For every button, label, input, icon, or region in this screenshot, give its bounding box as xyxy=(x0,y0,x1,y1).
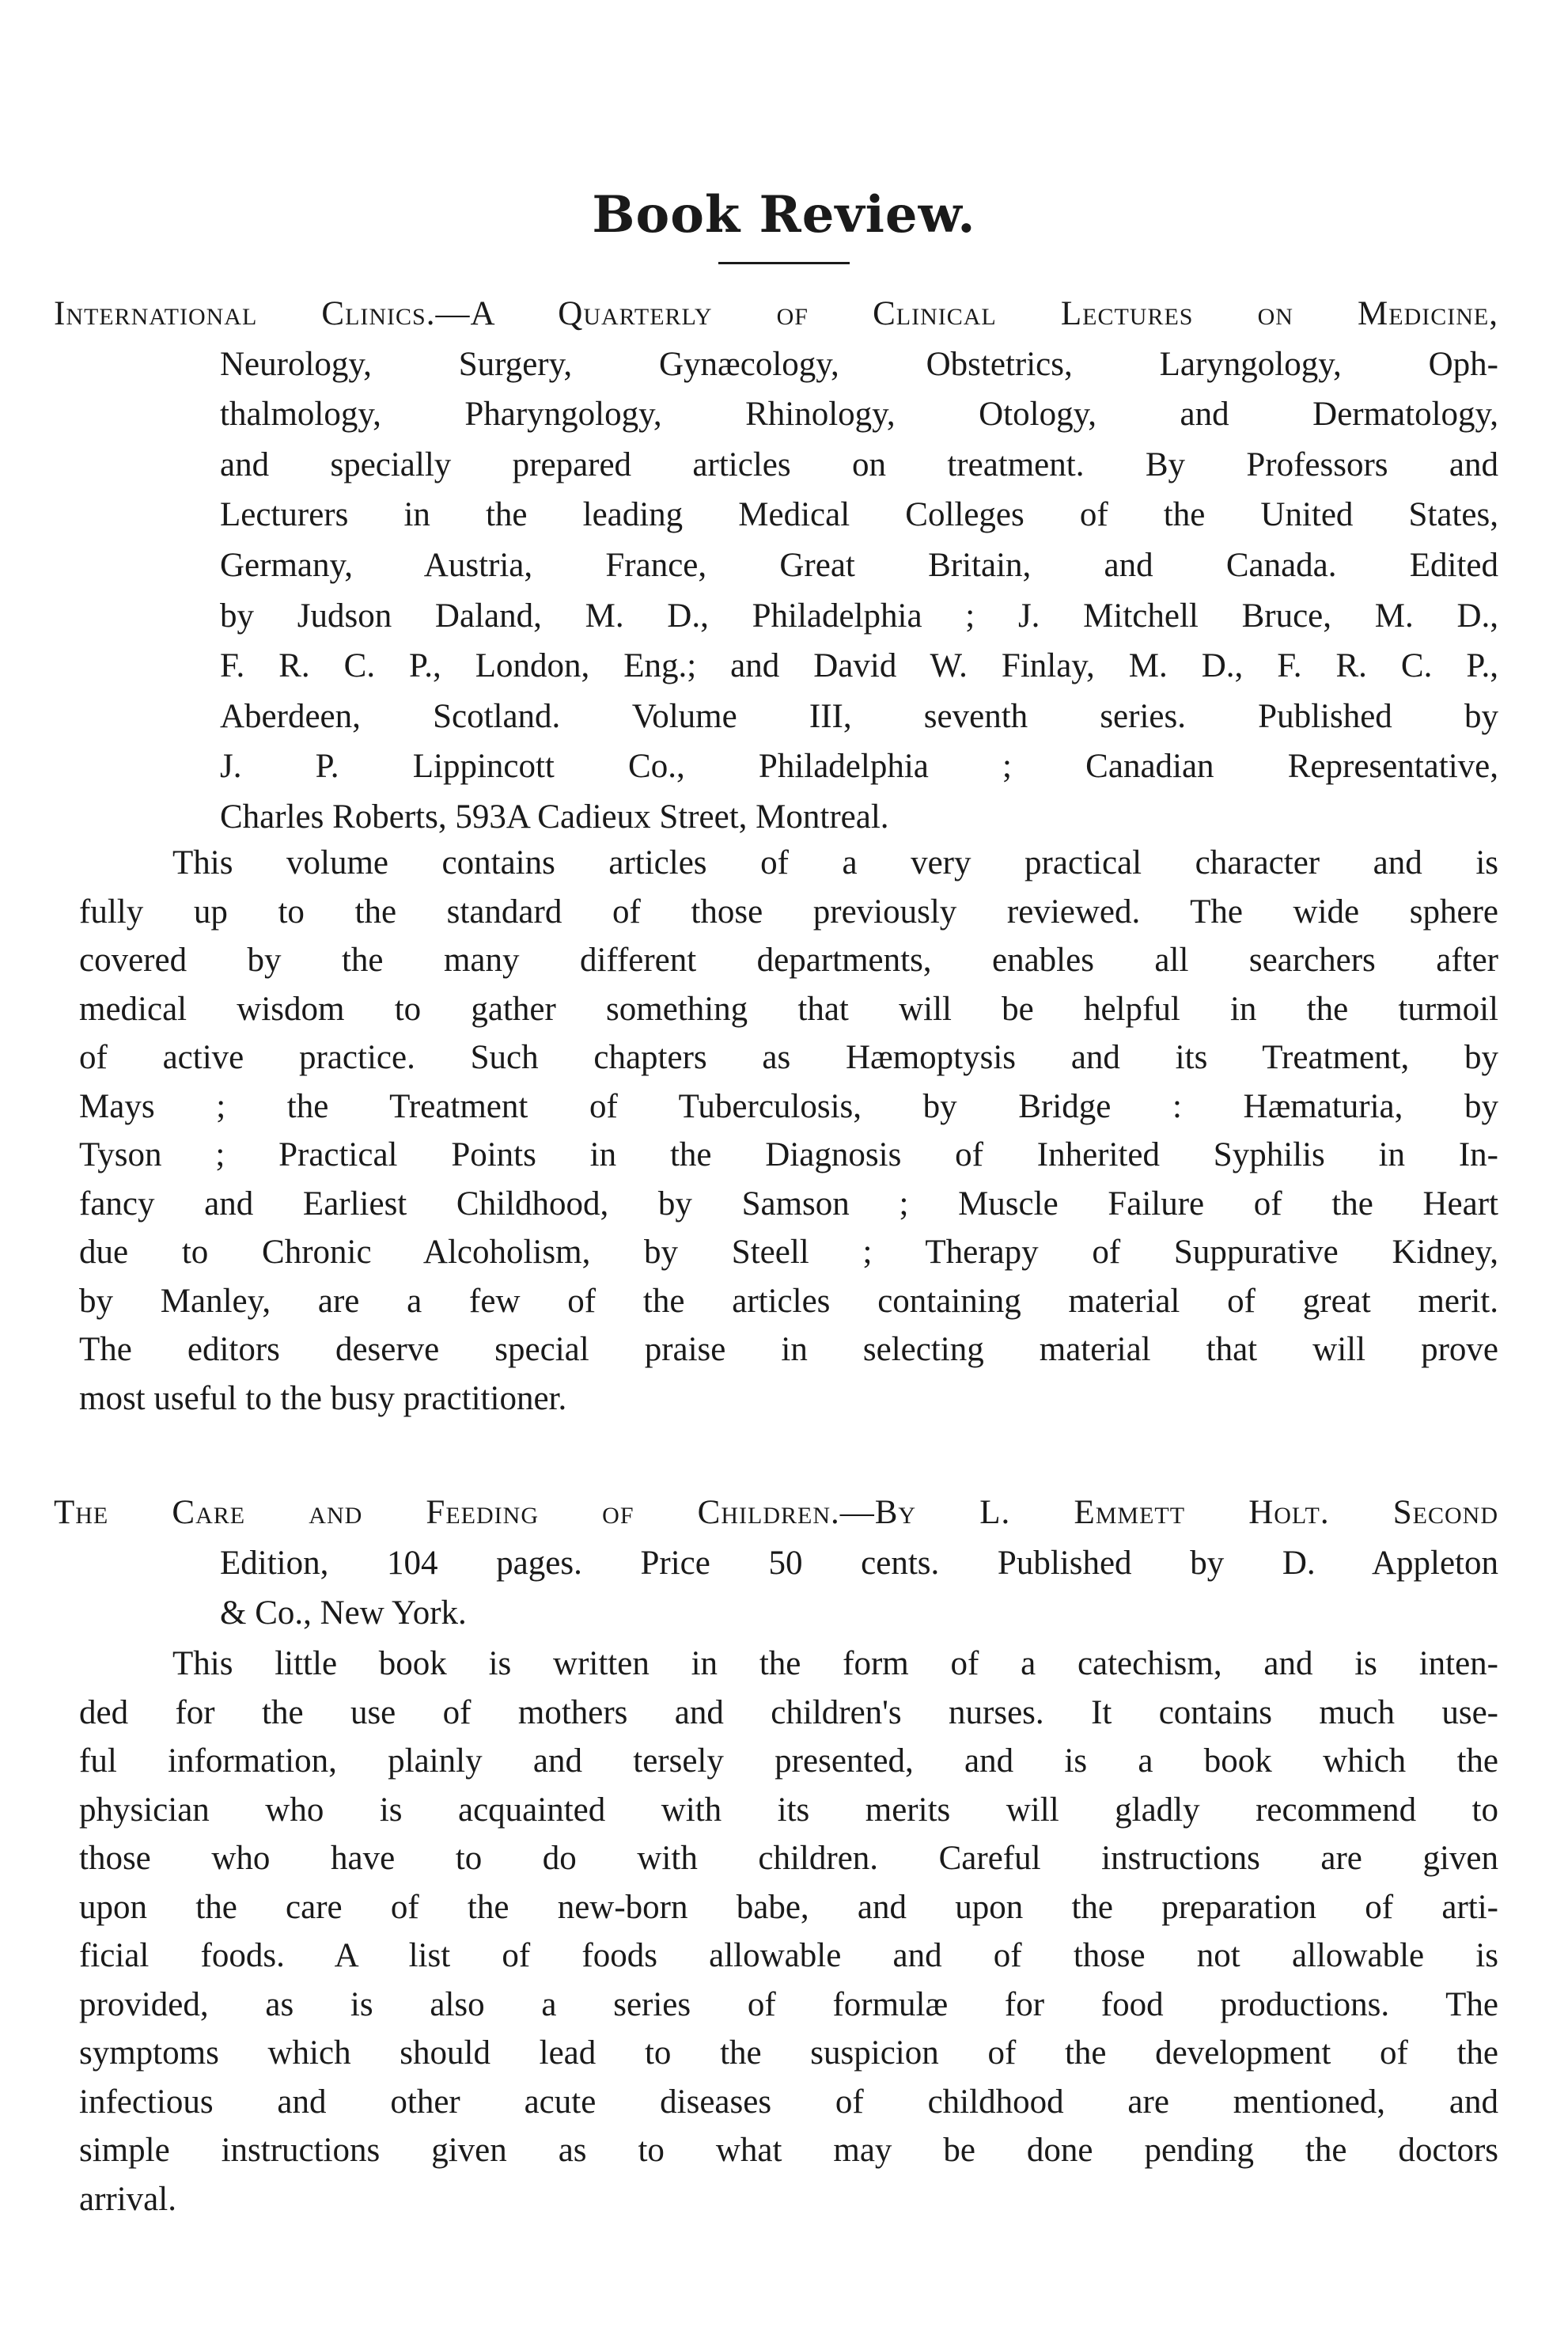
citation-line: & Co., New York. xyxy=(220,1594,467,1632)
citation-line: J. P. Lippincott Co., Philadelphia ; Canadian Representative, xyxy=(220,748,1498,786)
review-line: due to Chronic Alcoholism, by Steell ; Therapy of Suppurative Kidney, xyxy=(79,1234,1498,1271)
citation-line: by Judson Daland, M. D., Philadelphia ; J. Mitchell Bruce, M. D., xyxy=(220,597,1498,635)
review-line: covered by the many different departments, enables all searchers after xyxy=(79,942,1498,979)
citation-line: Charles Roberts, 593A Cadieux Street, Montreal. xyxy=(220,798,889,836)
review-text-2 xyxy=(79,1640,1498,2223)
review-line: of active practice. Such chapters as Hæmoptysis and its Treatment, by xyxy=(79,1039,1498,1076)
review-text-1 xyxy=(79,839,1498,1423)
review-line: most useful to the busy practitioner. xyxy=(79,1379,567,1417)
title-rule xyxy=(718,262,850,264)
review-line: fully up to the standard of those previously reviewed. The wide sphere xyxy=(79,893,1498,931)
review-line: those who have to do with children. Careful instructions are given xyxy=(79,1840,1498,1877)
review-line: This volume contains articles of a very practical character and is xyxy=(172,844,1498,881)
citation-line: and specially prepared articles on treatment. By Professors and xyxy=(220,445,1498,483)
review-line: This little book is written in the form of a catechism, and is inten- xyxy=(172,1645,1498,1682)
review-line: symptoms which should lead to the suspicion of the development of the xyxy=(79,2034,1498,2072)
citation-line: Edition, 104 pages. Price 50 cents. Published by D. Appleton xyxy=(220,1544,1498,1582)
review-line: Mays ; the Treatment of Tuberculosis, by Bridge : Hæmaturia, by xyxy=(79,1087,1498,1125)
review-line: ded for the use of mothers and children's nurses. It contains much use- xyxy=(79,1693,1498,1731)
review-line: fancy and Earliest Childhood, by Samson ; Muscle Failure of the Heart xyxy=(79,1185,1498,1223)
review-line: provided, as is also a series of formulæ for food productions. The xyxy=(79,1985,1498,2023)
citation-line: Germany, Austria, France, Great Britain, and Canada. Edited xyxy=(220,546,1498,584)
citation-line: International Clinics.—A Quarterly of Clinical Lectures on Medicine, xyxy=(54,295,1498,332)
review-line: ficial foods. A list of foods allowable and of those not allowable is xyxy=(79,1937,1498,1974)
citation-line: Lecturers in the leading Medical Colleges of the United States, xyxy=(220,496,1498,534)
review-line: medical wisdom to gather something that will be helpful in the turmoil xyxy=(79,990,1498,1028)
citation-line: F. R. C. P., London, Eng.; and David W. Finlay, M. D., F. R. C. P., xyxy=(220,647,1498,685)
review-line: ful information, plainly and tersely presented, and is a book which the xyxy=(79,1742,1498,1780)
citation-line: thalmology, Pharyngology, Rhinology, Otology, and Dermatology, xyxy=(220,396,1498,434)
review-line: by Manley, are a few of the articles containing material of great merit. xyxy=(79,1282,1498,1320)
book-citation-1 xyxy=(54,289,1498,843)
review-line: physician who is acquainted with its merits will gladly recommend to xyxy=(79,1791,1498,1829)
citation-line: The Care and Feeding of Children.—By L. Emmett Holt. Second xyxy=(54,1494,1498,1531)
citation-line: Neurology, Surgery, Gynæcology, Obstetrics, Laryngology, Oph- xyxy=(220,345,1498,383)
review-line: simple instructions given as to what may be done pending the doctors xyxy=(79,2132,1498,2169)
review-line: upon the care of the new-born babe, and upon the preparation of arti- xyxy=(79,1888,1498,1926)
review-line: Tyson ; Practical Points in the Diagnosis of Inherited Syphilis in In- xyxy=(79,1136,1498,1173)
page-title: Book Review. xyxy=(592,185,976,245)
book-citation-2 xyxy=(54,1488,1498,1639)
review-line: infectious and other acute diseases of childhood are mentioned, and xyxy=(79,2083,1498,2121)
citation-line: Aberdeen, Scotland. Volume III, seventh series. Published by xyxy=(220,697,1498,735)
review-line: arrival. xyxy=(79,2180,176,2218)
review-line: The editors deserve special praise in selecting material that will prove xyxy=(79,1331,1498,1368)
